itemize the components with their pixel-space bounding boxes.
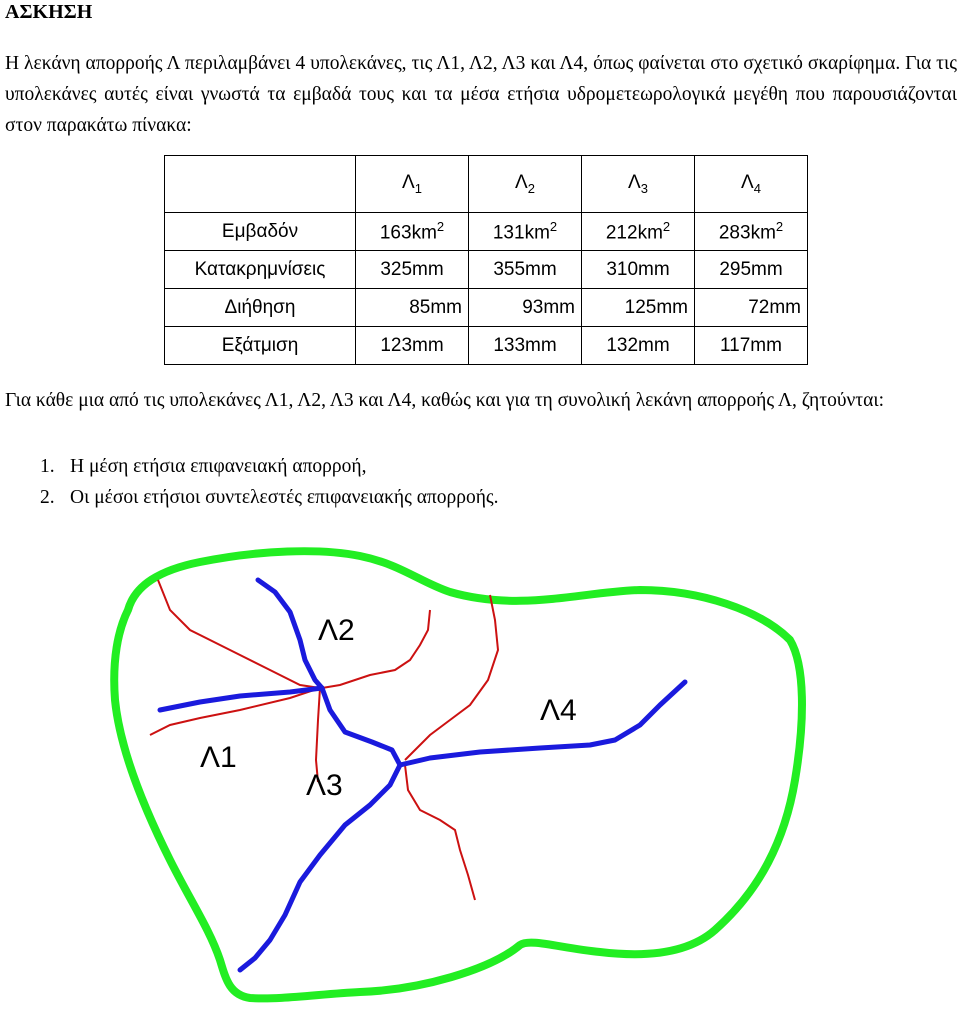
- tributary-line: [405, 765, 475, 900]
- table-row: [165, 251, 808, 289]
- column-header: $\Lambda_2$: [469, 156, 582, 213]
- table-cell: 295mm: [695, 251, 808, 289]
- list-item: [40, 452, 366, 482]
- list-number: 1.: [40, 456, 55, 477]
- table-row: [165, 289, 808, 327]
- table-header-row: [165, 156, 808, 213]
- table-cell: 93mm: [469, 289, 582, 327]
- intro-paragraph: [5, 48, 957, 141]
- table-cell: 117mm: [695, 327, 808, 365]
- map-label-l4: Λ4: [540, 694, 577, 727]
- table-row: [165, 327, 808, 365]
- map-label-l1: Λ1: [200, 741, 237, 774]
- table-cell: $283km^2$: [695, 213, 808, 251]
- question-paragraph: [5, 386, 957, 416]
- row-label-precipitation: Κατακρημνίσεις: [165, 251, 356, 289]
- stream-line: [258, 580, 322, 688]
- hydrometeorological-table: [164, 155, 808, 365]
- table-cell: 72mm: [695, 289, 808, 327]
- row-label-infiltration: Διήθηση: [165, 289, 356, 327]
- question-text: Για κάθε μια από τις υπολεκάνες Λ1, Λ2, Λ3 και Λ4, καθώς και για τη συνολική λεκάνη απορροής Λ, ζητούνται:: [5, 390, 885, 411]
- list-number: 2.: [40, 487, 55, 508]
- table-cell: $212km^2$: [582, 213, 695, 251]
- table-cell: 310mm: [582, 251, 695, 289]
- table-cell: 355mm: [469, 251, 582, 289]
- table-row: [165, 213, 808, 251]
- table-cell: 133mm: [469, 327, 582, 365]
- tributary-line: [405, 595, 498, 760]
- watershed-sketch: [0, 520, 960, 1010]
- list-item: [40, 483, 499, 513]
- list-text: Οι μέσοι ετήσιοι συντελεστές επιφανειακής απορροής.: [70, 487, 499, 508]
- column-header: $\Lambda_1$: [356, 156, 469, 213]
- column-header: $\Lambda_4$: [695, 156, 808, 213]
- map-label-l3: Λ3: [306, 769, 343, 802]
- exercise-heading: ΑΣΚΗΣΗ: [5, 1, 93, 23]
- table-cell: 325mm: [356, 251, 469, 289]
- column-header: $\Lambda_3$: [582, 156, 695, 213]
- stream-line: [160, 688, 322, 710]
- list-text: Η μέση ετήσια επιφανειακή απορροή,: [70, 456, 367, 477]
- intro-text: Η λεκάνη απορροής Λ περιλαμβάνει 4 υπολεκάνες, τις Λ1, Λ2, Λ3 και Λ4, όπως φαίνεται στο σχετικό σκαρίφημα. Για τις υπολεκάνες αυτές είναι γνωστά τα εμβαδά τους και τα μέσα ετήσια υδρομετεωρολογικά μεγέθη που παρουσιάζονται στον παρακάτω πίνακα:: [5, 53, 957, 136]
- table-cell: 132mm: [582, 327, 695, 365]
- table-cell: $163km^2$: [356, 213, 469, 251]
- table-cell: 125mm: [582, 289, 695, 327]
- table-cell: 123mm: [356, 327, 469, 365]
- table-cell: 85mm: [356, 289, 469, 327]
- map-label-l2: Λ2: [318, 614, 355, 647]
- stream-line: [322, 688, 400, 765]
- row-label-evaporation: Εξάτμιση: [165, 327, 356, 365]
- table-cell: $131km^2$: [469, 213, 582, 251]
- tributary-line: [316, 688, 320, 782]
- basin-boundary: [114, 551, 802, 998]
- row-label-area: Εμβαδόν: [165, 213, 356, 251]
- table-corner-cell: [165, 156, 356, 213]
